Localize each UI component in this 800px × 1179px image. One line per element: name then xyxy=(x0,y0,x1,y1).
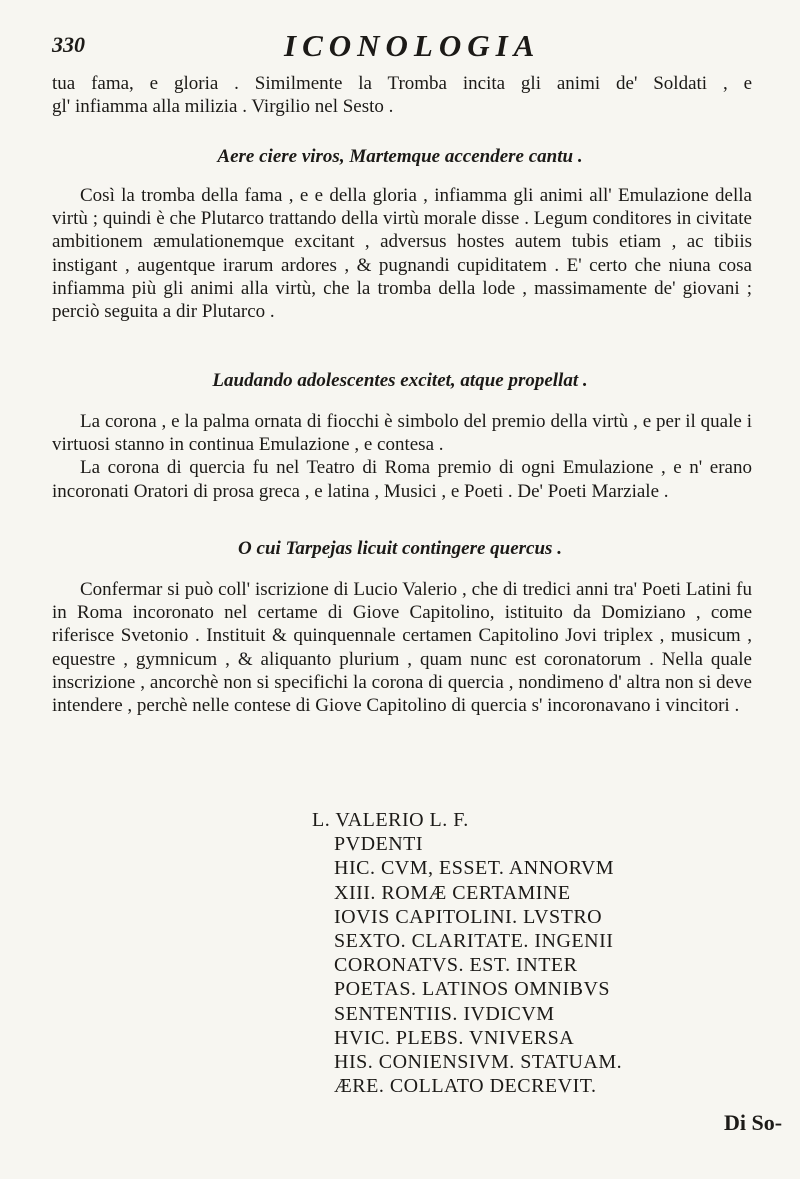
quote-virgil: Aere ciere viros, Martemque accendere cantu . xyxy=(217,146,583,167)
inscription-line: SENTENTIIS. IVDICVM xyxy=(334,1002,555,1025)
inscription-line: IOVIS CAPITOLINI. LVSTRO xyxy=(334,905,603,928)
text-line: tua fama, e gloria . Similmente la Tromba incita gli animi de' Soldati , e xyxy=(52,73,752,94)
latin-inscription xyxy=(312,808,712,1098)
paragraph-valerio xyxy=(52,578,752,717)
running-title: ICONOLOGIA xyxy=(284,28,541,63)
inscription-line: PVDENTI xyxy=(334,833,424,856)
text-line: gl' infiamma alla milizia . Virgilio nel Sesto . xyxy=(52,96,394,118)
inscription-line: POETAS. LATINOS OMNIBVS xyxy=(334,978,611,1001)
body-paragraph: La corona , e la palma ornata di fiocchi è simbolo del premio della virtù , e per il quale i virtuosi stanno in continua Emulazione , e contesa . xyxy=(52,411,752,456)
quote-martial: O cui Tarpejas licuit contingere quercus . xyxy=(238,538,562,559)
body-paragraph: Così la tromba della fama , e e della gloria , infiamma gli animi all' Emulazione della virtù ; quindi è che Plutarco trattando della virtù morale disse . Legum conditores in civitate ambitionem æmulationemque excitant , adversus hostes autem tubis etiam , ac tibiis instigant , augentque irarum ardores , & pugnandi cupiditatem . E' certo che niuna cosa infiamma più gli animi alla virtù, che la tromba della lode , massimamente de' giovani ; perciò seguita a dir Plutarco . xyxy=(52,185,752,323)
inscription-line: XIII. ROMÆ CERTAMINE xyxy=(334,881,571,904)
inscription-line: HIS. CONIENSIVM. STATUAM. xyxy=(334,1051,623,1074)
inscription-line: SEXTO. CLARITATE. INGENII xyxy=(334,930,614,953)
catchword: Di So- xyxy=(724,1110,783,1135)
body-paragraph: Confermar si può coll' iscrizione di Lucio Valerio , che di tredici anni tra' Poeti Latini fu in Roma incoronato nel certame di Giove Capitolino, istituito da Domiziano , come riferisce Svetonio . Instituit & quinquennale certamen Capitolino Jovi triplex , musicum , equestre , gymnicum , & aliquanto plurium , quam nunc est coronatorum . Nella quale inscrizione , ancorchè non si specifichi la corona di quercia , nondimeno d' altra non si deve intendere , perchè nelle contese di Giove Capitolino di quercia s' incoronavano i vincitori . xyxy=(52,579,752,717)
paragraph-corona xyxy=(52,410,752,503)
paragraph-opening xyxy=(52,72,752,118)
inscription-line: HVIC. PLEBS. VNIVERSA xyxy=(334,1026,575,1049)
inscription-line: HIC. CVM, ESSET. ANNORVM xyxy=(334,857,615,880)
inscription-line: L. VALERIO L. F. xyxy=(312,809,469,831)
body-paragraph: La corona di quercia fu nel Teatro di Roma premio di ogni Emulazione , e n' erano incoronati Oratori di prosa greca , e latina , Musici , e Poeti . De' Poeti Marziale . xyxy=(52,457,752,502)
page-header xyxy=(52,28,752,68)
page-number: 330 xyxy=(52,32,85,57)
quote-plutarch: Laudando adolescentes excitet, atque propellat . xyxy=(212,370,588,391)
inscription-line: ÆRE. COLLATO DECREVIT. xyxy=(334,1075,597,1098)
inscription-line: CORONATVS. EST. INTER xyxy=(334,954,578,977)
paragraph-plutarch xyxy=(52,184,752,323)
